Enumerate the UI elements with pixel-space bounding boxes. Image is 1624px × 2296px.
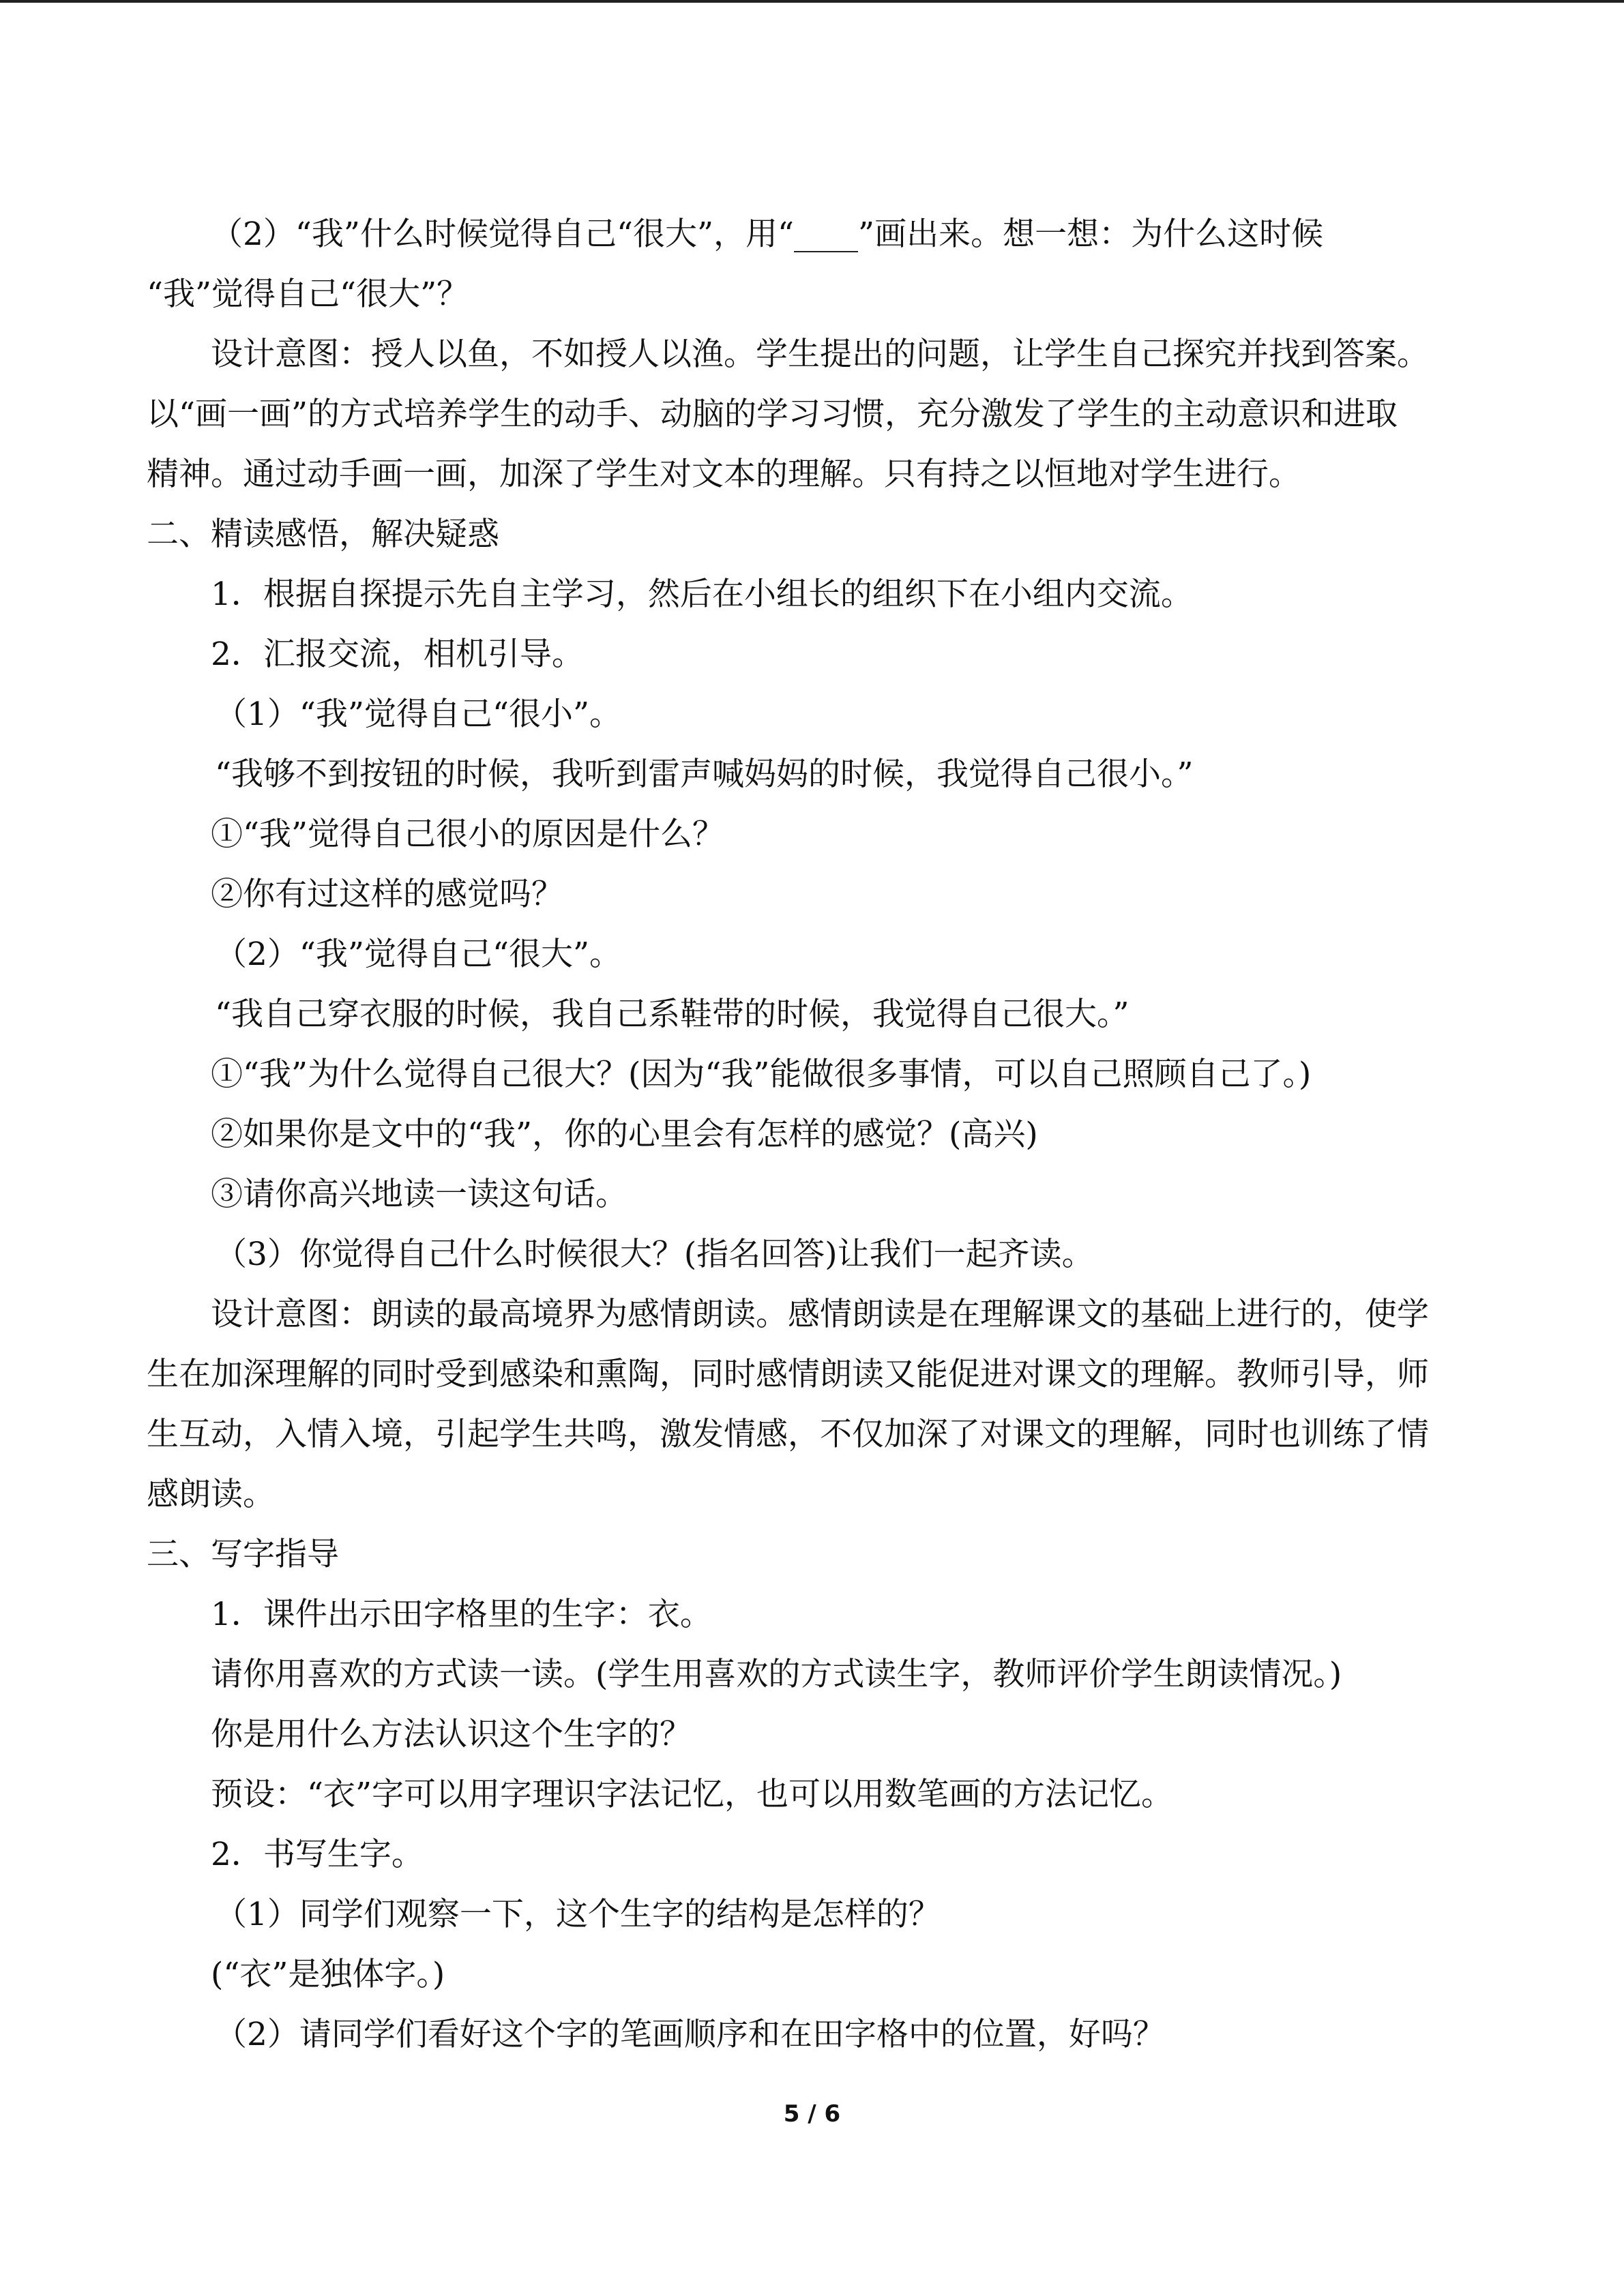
text-line: ②你有过这样的感觉吗？ — [211, 876, 563, 913]
text-line: 二、精读感悟，解决疑惑 — [147, 516, 499, 553]
text-line: （2）“我”觉得自己“很大”。 — [215, 936, 622, 973]
text-line: “我”觉得自己“很大”？ — [147, 275, 469, 313]
text-line: 生互动，入情入境，引起学生共鸣，激发情感，不仅加深了对课文的理解，同时也训练了情 — [147, 1416, 1429, 1453]
text-line: ①“我”为什么觉得自己很大？(因为“我”能做很多事情，可以自己照顾自己了。) — [211, 1056, 1312, 1093]
text-line: (“衣”是独体字。) — [211, 1956, 445, 1993]
text-line: （2）“我”什么时候觉得自己“很大”，用“____”画出来。想一想：为什么这时候 — [211, 215, 1324, 253]
text-line: 设计意图：授人以鱼，不如授人以渔。学生提出的问题，让学生自己探究并找到答案。 — [211, 336, 1429, 373]
text-line: 感朗读。 — [147, 1476, 275, 1513]
document-body — [147, 205, 1463, 2065]
text-line: （3）你觉得自己什么时候很大？(指名回答)让我们一起齐读。 — [215, 1236, 1094, 1273]
text-line: 设计意图：朗读的最高境界为感情朗读。感情朗读是在理解课文的基础上进行的，使学 — [211, 1296, 1429, 1333]
text-line: “我够不到按钮的时候，我听到雷声喊妈妈的时候，我觉得自己很小。” — [215, 756, 1194, 793]
text-line: 以“画一画”的方式培养学生的动手、动脑的学习习惯，充分激发了学生的主动意识和进取 — [147, 396, 1398, 433]
text-line: 请你用喜欢的方式读一读。(学生用喜欢的方式读生字，教师评价学生朗读情况。) — [211, 1656, 1342, 1693]
text-line: 1．根据自探提示先自主学习，然后在小组长的组织下在小组内交流。 — [211, 576, 1193, 613]
text-line: （1）“我”觉得自己“很小”。 — [215, 696, 622, 733]
text-line: 精神。通过动手画一画，加深了学生对文本的理解。只有持之以恒地对学生进行。 — [147, 456, 1301, 493]
text-line: “我自己穿衣服的时候，我自己系鞋带的时候，我觉得自己很大。” — [215, 996, 1130, 1033]
text-line: （2）请同学们看好这个字的笔画顺序和在田字格中的位置，好吗？ — [215, 2016, 1165, 2053]
page-number: 5 / 6 — [783, 2100, 841, 2128]
text-line: 2．汇报交流，相机引导。 — [211, 636, 584, 673]
text-line: ①“我”觉得自己很小的原因是什么？ — [211, 816, 725, 853]
text-line: ②如果你是文中的“我”，你的心里会有怎样的感觉？(高兴) — [211, 1116, 1038, 1153]
text-line: （1）同学们观察一下，这个生字的结构是怎样的？ — [215, 1896, 941, 1933]
text-line: 2．书写生字。 — [211, 1836, 424, 1873]
text-line: ③请你高兴地读一读这句话。 — [211, 1176, 628, 1213]
top-border-line — [0, 0, 1624, 3]
text-line: 生在加深理解的同时受到感染和熏陶，同时感情朗读又能促进对课文的理解。教师引导，师 — [147, 1356, 1429, 1393]
text-line: 你是用什么方法认识这个生字的？ — [211, 1716, 692, 1753]
text-line: 1．课件出示田字格里的生字：衣。 — [211, 1596, 712, 1633]
text-line: 预设：“衣”字可以用字理识字法记忆，也可以用数笔画的方法记忆。 — [211, 1776, 1174, 1813]
text-line: 三、写字指导 — [147, 1536, 339, 1573]
